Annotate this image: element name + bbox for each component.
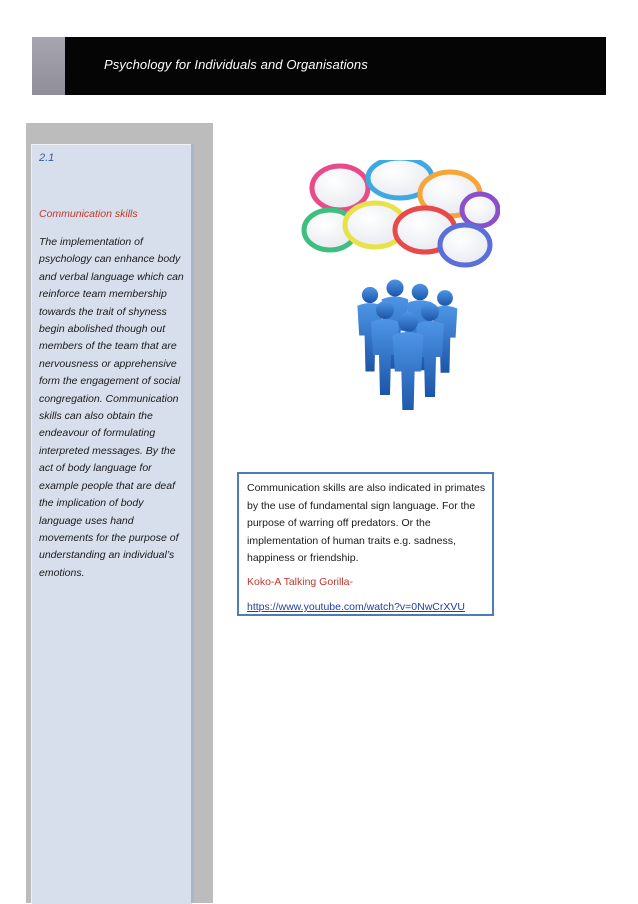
callout-text: Communication skills are also indicated in primates by the use of fundamental sign language. For the purpose of warring off predators. Or the implementation of human traits e.g. sadness, happiness or friendship. bbox=[247, 482, 486, 565]
section-heading: Communication skills bbox=[39, 208, 138, 220]
video-link[interactable]: https://www.youtube.com/watch?v=0NwCrXVU bbox=[247, 600, 465, 613]
speech-bubble bbox=[462, 194, 498, 226]
section-body-text: The implementation of psychology can enhance body and verbal language which can reinforce team membership towards the trait of shyness begin abolished though out members of the team that are nervousness or apprehensive form the engagement of social congregation. Communication skills can also obtain the endeavour of formulating interpreted messages. By the act of body language for example people that are deaf the implication of body language uses hand movements for the purpose of understanding an individual’s emotions. bbox=[39, 236, 184, 579]
people-speech-bubbles-icon bbox=[300, 160, 500, 410]
section-number: 2.1 bbox=[39, 152, 55, 164]
info-callout-box bbox=[237, 472, 494, 616]
sidebar-edge bbox=[191, 144, 194, 903]
page-title: Psychology for Individuals and Organisations bbox=[104, 57, 368, 72]
callout-video-title: Koko-A Talking Gorilla- bbox=[247, 575, 354, 588]
header-accent-block bbox=[32, 37, 65, 95]
speech-bubbles bbox=[304, 160, 498, 265]
speech-bubble bbox=[440, 225, 490, 265]
people-figures bbox=[357, 279, 457, 410]
